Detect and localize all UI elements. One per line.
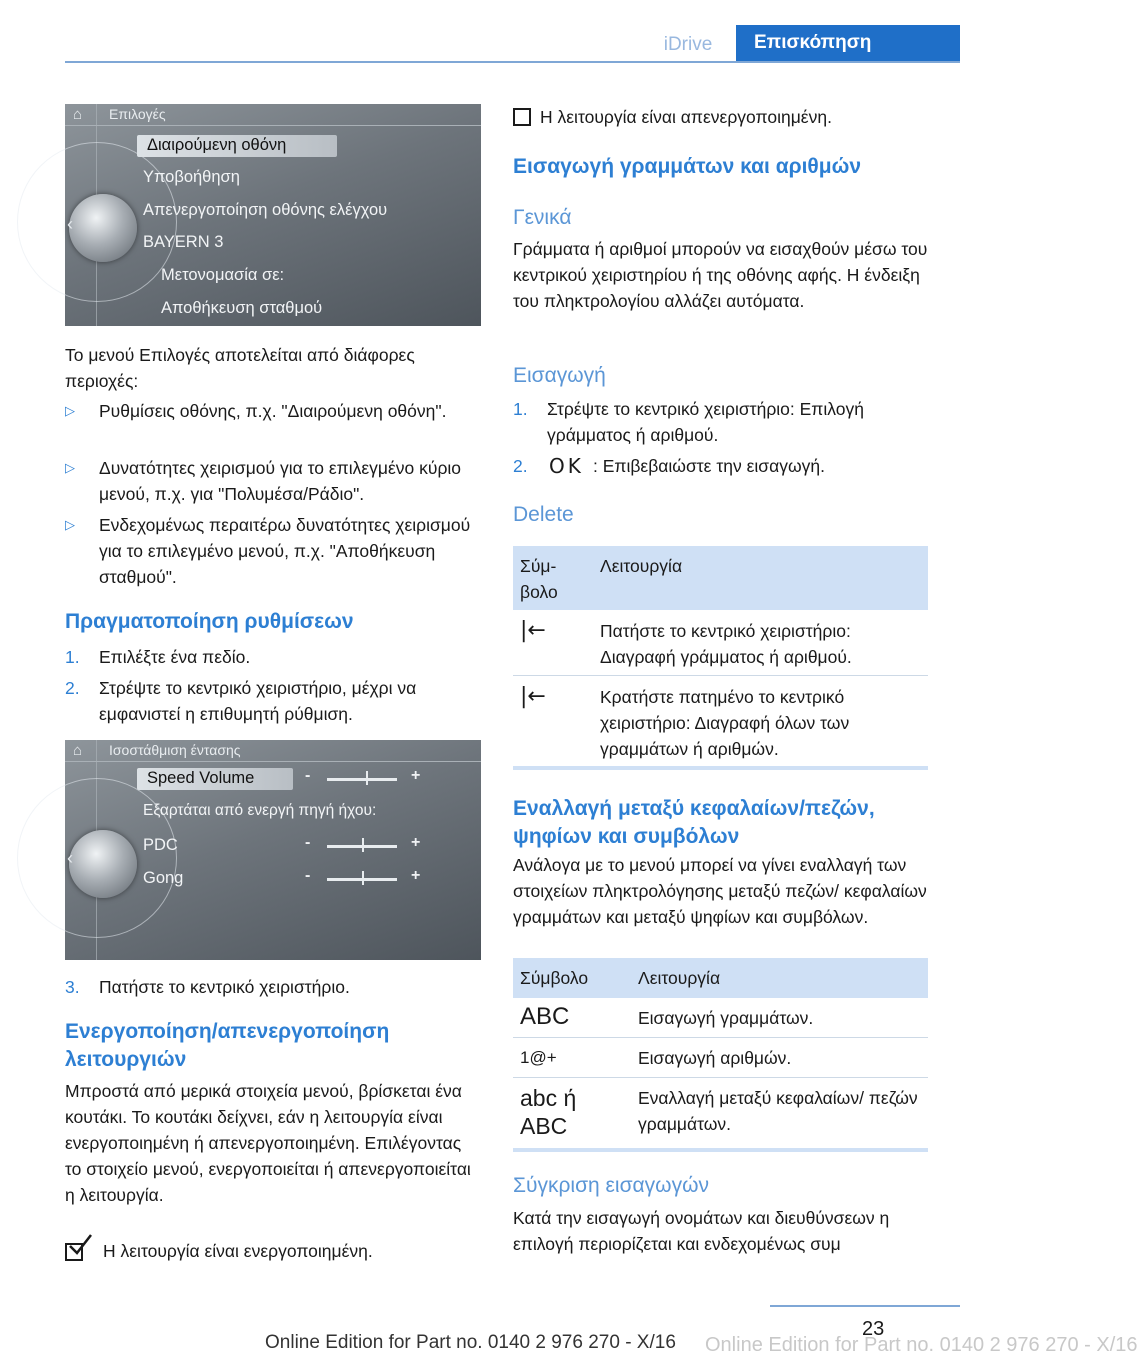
menu-item: Υποβοήθηση <box>143 168 240 186</box>
activation-text: Μπροστά από μερικά στοιχεία μενού, βρίσκεται ένα κουτάκι. Το κουτάκι δείχνει, εάν η λειτουργία είναι ενεργοποιημένη ή απενεργοποιημένη. Επιλέγοντας το στοιχείο μενού, ενεργοποιείται ή απενεργοποιείται η λειτουργία. <box>65 1081 471 1205</box>
setting-label: PDC <box>143 836 178 854</box>
selected-item: Speed Volume <box>137 768 293 790</box>
controller-knob <box>69 830 137 898</box>
general-heading: Γενικά <box>513 206 572 229</box>
entry-heading: Εισαγωγή <box>513 364 606 387</box>
slider-thumb <box>362 871 364 885</box>
plus-label: + <box>411 767 421 784</box>
setting-label: Gong <box>143 869 184 887</box>
table-row <box>513 610 928 676</box>
bullet-item: Δυνατότητες χειρισμού για το επιλεγμένο κύριο μενού, π.χ. για "Πολυμέσα/Ράδιο". <box>99 458 462 504</box>
header-chapter: Επισκόπηση <box>736 25 960 61</box>
checkbox-empty-icon <box>513 108 531 126</box>
footer-edition: Online Edition for Part no. 0140 2 976 270 - X/16 <box>265 1332 676 1353</box>
menu-item: Μετονομασία σε: <box>161 266 285 284</box>
bullet-item: Ρυθμίσεις οθόνης, π.χ. "Διαιρούμενη οθόνη". <box>99 401 447 421</box>
volume-settings-screenshot <box>65 740 481 960</box>
bullet-icon: ▷ <box>65 403 75 418</box>
delete-icon: |← <box>520 684 546 709</box>
bullet-icon: ▷ <box>65 460 75 475</box>
activation-heading: Ενεργοποίηση/απενεργοποίηση λειτουργιών <box>65 1020 390 1071</box>
table-row <box>513 1038 928 1078</box>
row-text: Πατήστε το κεντρικό χειριστήριο: Διαγραφή γράμματος ή αριθμού. <box>600 621 852 667</box>
table-end-rule <box>513 766 928 770</box>
options-menu-screenshot <box>65 104 481 326</box>
compare-heading: Σύγκριση εισαγωγών <box>513 1174 709 1197</box>
slider-thumb <box>366 771 368 785</box>
footer-rule <box>770 1305 960 1307</box>
plus-label: + <box>411 834 421 851</box>
header-function: Λειτουργία <box>638 968 721 988</box>
abc-uppercase-icon: ABC <box>520 1003 570 1030</box>
header-function: Λειτουργία <box>600 556 683 576</box>
step-number: 2. <box>65 678 80 698</box>
table-header <box>513 958 928 998</box>
compare-text: Κατά την εισαγωγή ονομάτων και διευθύνσεων η επιλογή περιορίζεται και ενδεχομένως συμ <box>513 1208 890 1254</box>
step-number: 2. <box>513 456 528 476</box>
header-symbol: Σύμβολο <box>520 556 558 602</box>
plus-label: + <box>411 867 421 884</box>
table-row <box>513 998 928 1038</box>
table-end-rule <box>513 1148 928 1152</box>
screen-title: Ισοστάθμιση έντασης <box>109 742 241 758</box>
table-row <box>513 1078 928 1148</box>
step-number: 1. <box>513 399 528 419</box>
menu-item: Απενεργοποίηση οθόνης ελέγχου <box>143 201 388 219</box>
table-header <box>513 546 928 610</box>
minus-label: - <box>305 767 311 784</box>
checkbox-on-text: Η λειτουργία είναι ενεργοποιημένη. <box>103 1241 373 1261</box>
minus-label: - <box>305 867 311 884</box>
delete-heading: Delete <box>513 503 574 526</box>
checkmark-icon <box>67 1232 93 1258</box>
header-section: iDrive <box>640 28 736 61</box>
input-heading: Εισαγωγή γραμμάτων και αριθμών <box>513 155 862 178</box>
row-text: Κρατήστε πατημένο το κεντρικό χειριστήριο: Διαγραφή όλων των γραμμάτων ή αριθμών. <box>600 687 850 759</box>
general-text: Γράμματα ή αριθμοί μπορούν να εισαχθούν μέσω του κεντρικού χειριστηρίου ή της οθόνης αφής. Η ένδειξη του πληκτρολογίου αλλάζει αυτόματα. <box>513 239 928 311</box>
row-text: Εισαγωγή αριθμών. <box>638 1048 792 1068</box>
screen-title: Επιλογές <box>109 106 166 122</box>
step-text: Πατήστε το κεντρικό χειριστήριο. <box>99 977 350 997</box>
digits-symbols-icon: 1@+ <box>520 1048 557 1067</box>
selected-item: Διαιρούμενη οθόνη <box>137 135 337 157</box>
delete-icon: |← <box>520 618 546 643</box>
row-text: Εναλλαγή μεταξύ κεφαλαίων/ πεζών γραμμάτων. <box>638 1088 918 1134</box>
row-text: Εισαγωγή γραμμάτων. <box>638 1008 814 1028</box>
volume-slider <box>305 834 425 853</box>
menu-item: BAYERN 3 <box>143 233 224 251</box>
step-text: Στρέψτε το κεντρικό χειριστήριο: Επιλογή γράμματος ή αριθμού. <box>547 399 864 445</box>
chevron-left-icon: ‹ <box>67 848 73 868</box>
slider-track <box>327 778 397 781</box>
volume-slider <box>305 867 425 886</box>
step-text: Επιλέξτε ένα πεδίο. <box>99 647 251 667</box>
case-switch-icon: abc ή ABC <box>520 1085 577 1139</box>
step-text: : Επιβεβαιώστε την εισαγωγή. <box>593 456 825 476</box>
checkbox-off-text: Η λειτουργία είναι απενεργοποιημένη. <box>540 107 832 127</box>
bullet-icon: ▷ <box>65 517 75 532</box>
chevron-left-icon: ‹ <box>67 214 73 234</box>
menu-item: Αποθήκευση σταθμού <box>161 299 323 317</box>
controller-knob <box>69 194 137 262</box>
step-text: Στρέψτε το κεντρικό χειριστήριο, μέχρι να εμφανιστεί η επιθυμητή ρύθμιση. <box>99 678 417 724</box>
minus-label: - <box>305 834 311 851</box>
header-rule <box>65 61 960 63</box>
home-icon: ⌂ <box>73 106 83 123</box>
switch-text: Ανάλογα με το μενού μπορεί να γίνει εναλλαγή των στοιχείων πληκτρολόγησης μεταξύ πεζών/ κεφαλαίων γραμμάτων και μεταξύ ψηφίων και συμβόλων. <box>513 855 927 927</box>
page-number: 23 <box>862 1318 885 1340</box>
watermark: Online Edition for Part no. 0140 2 976 270 - X/16 <box>705 1334 1138 1356</box>
home-icon: ⌂ <box>73 742 83 759</box>
bullet-item: Ενδεχομένως περαιτέρω δυνατότητες χειρισμού για το επιλεγμένο μενού, π.χ. "Αποθήκευση σταθμού". <box>99 515 471 587</box>
header-symbol: Σύμβολο <box>520 968 589 988</box>
step-number: 1. <box>65 647 80 667</box>
slider-thumb <box>362 838 364 852</box>
settings-heading: Πραγματοποίηση ρυθμίσεων <box>65 610 354 633</box>
step-number: 3. <box>65 977 80 997</box>
table-row <box>513 676 928 766</box>
intro-text: Το μενού Επιλογές αποτελείται από διάφορες περιοχές: <box>65 345 415 391</box>
volume-slider <box>305 767 425 786</box>
info-text: Εξαρτάται από ενεργή πηγή ήχου: <box>143 802 377 819</box>
ok-icon: OK <box>549 454 584 478</box>
switch-heading: Εναλλαγή μεταξύ κεφαλαίων/πεζών, ψηφίων και συμβόλων <box>513 797 875 848</box>
